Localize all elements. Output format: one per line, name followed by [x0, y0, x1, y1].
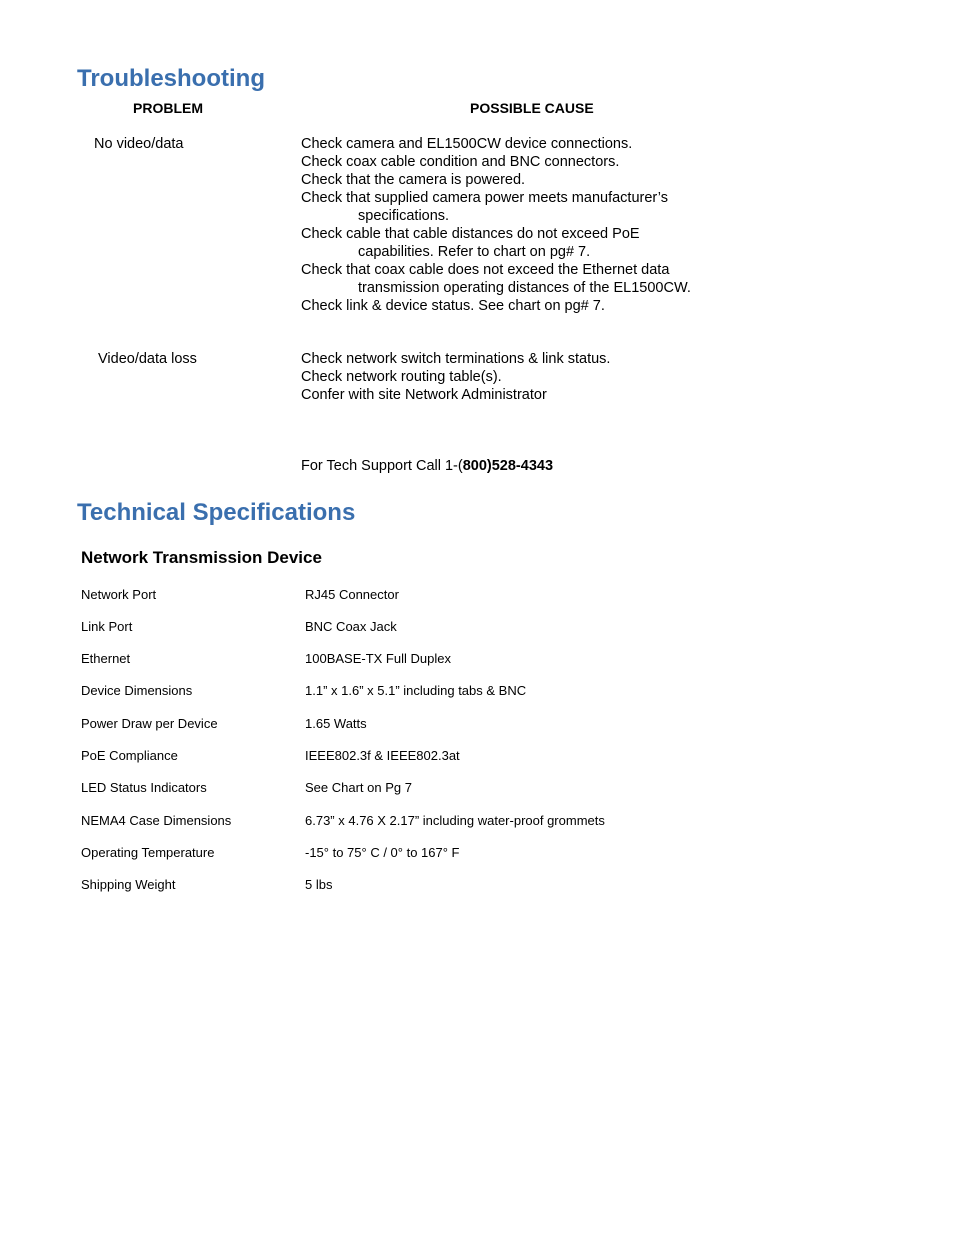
specs-subtitle: Network Transmission Device — [81, 548, 322, 567]
spec-value: -15° to 75° C / 0° to 167° F — [305, 845, 460, 860]
cause-line: Check network routing table(s). — [301, 369, 502, 385]
cause-line: Check camera and EL1500CW device connections. — [301, 136, 633, 152]
cause-line: Check coax cable condition and BNC connectors. — [301, 154, 620, 170]
cause-line: Check that coax cable does not exceed the Ethernet data — [301, 262, 670, 278]
spec-value: 1.65 Watts — [305, 716, 367, 731]
spec-value: RJ45 Connector — [305, 587, 399, 602]
cause-line: capabilities. Refer to chart on pg# 7. — [358, 244, 591, 260]
tech-support-number: 800)528-4343 — [462, 458, 554, 474]
cause-line: specifications. — [358, 208, 450, 224]
spec-label: Device Dimensions — [81, 683, 193, 698]
spec-value: See Chart on Pg 7 — [305, 780, 412, 795]
spec-value: 1.1” x 1.6” x 5.1” including tabs & BNC — [305, 683, 527, 698]
spec-label: Link Port — [81, 619, 133, 634]
spec-label: PoE Compliance — [81, 748, 178, 763]
spec-value: 100BASE-TX Full Duplex — [305, 651, 451, 666]
spec-label: NEMA4 Case Dimensions — [81, 813, 232, 828]
spec-label: Power Draw per Device — [81, 716, 218, 731]
spec-value: IEEE802.3f & IEEE802.3at — [305, 748, 460, 763]
spec-label: Ethernet — [81, 651, 131, 666]
cause-list — [301, 135, 691, 315]
spec-value: BNC Coax Jack — [305, 619, 397, 634]
tech-support-line — [301, 457, 553, 475]
cause-line: Check that supplied camera power meets manufacturer’s — [301, 190, 668, 206]
cause-list — [301, 350, 610, 404]
cause-line: Check that the camera is powered. — [301, 172, 526, 188]
troubleshooting-title: Troubleshooting — [77, 65, 265, 92]
spec-value: 5 lbs — [305, 877, 333, 892]
cause-line: Confer with site Network Administrator — [301, 387, 547, 403]
spec-value: 6.73” x 4.76 X 2.17” including water-proof grommets — [305, 813, 605, 828]
spec-label: Network Port — [81, 587, 157, 602]
specs-title: Technical Specifications — [77, 499, 356, 526]
cause-column-header: POSSIBLE CAUSE — [470, 100, 594, 116]
cause-line: Check cable that cable distances do not exceed PoE — [301, 226, 640, 242]
cause-line: Check link & device status. See chart on pg# 7. — [301, 298, 605, 314]
tech-support-prefix: For Tech Support Call 1-( — [301, 458, 463, 474]
cause-line: Check network switch terminations & link status. — [301, 351, 611, 367]
problem-label: No video/data — [94, 136, 184, 152]
cause-line: transmission operating distances of the EL1500CW. — [358, 280, 691, 296]
problem-label: Video/data loss — [98, 351, 197, 367]
problem-column-header: PROBLEM — [133, 100, 203, 116]
spec-label: Operating Temperature — [81, 845, 215, 860]
spec-label: Shipping Weight — [81, 877, 176, 892]
spec-label: LED Status Indicators — [81, 780, 207, 795]
